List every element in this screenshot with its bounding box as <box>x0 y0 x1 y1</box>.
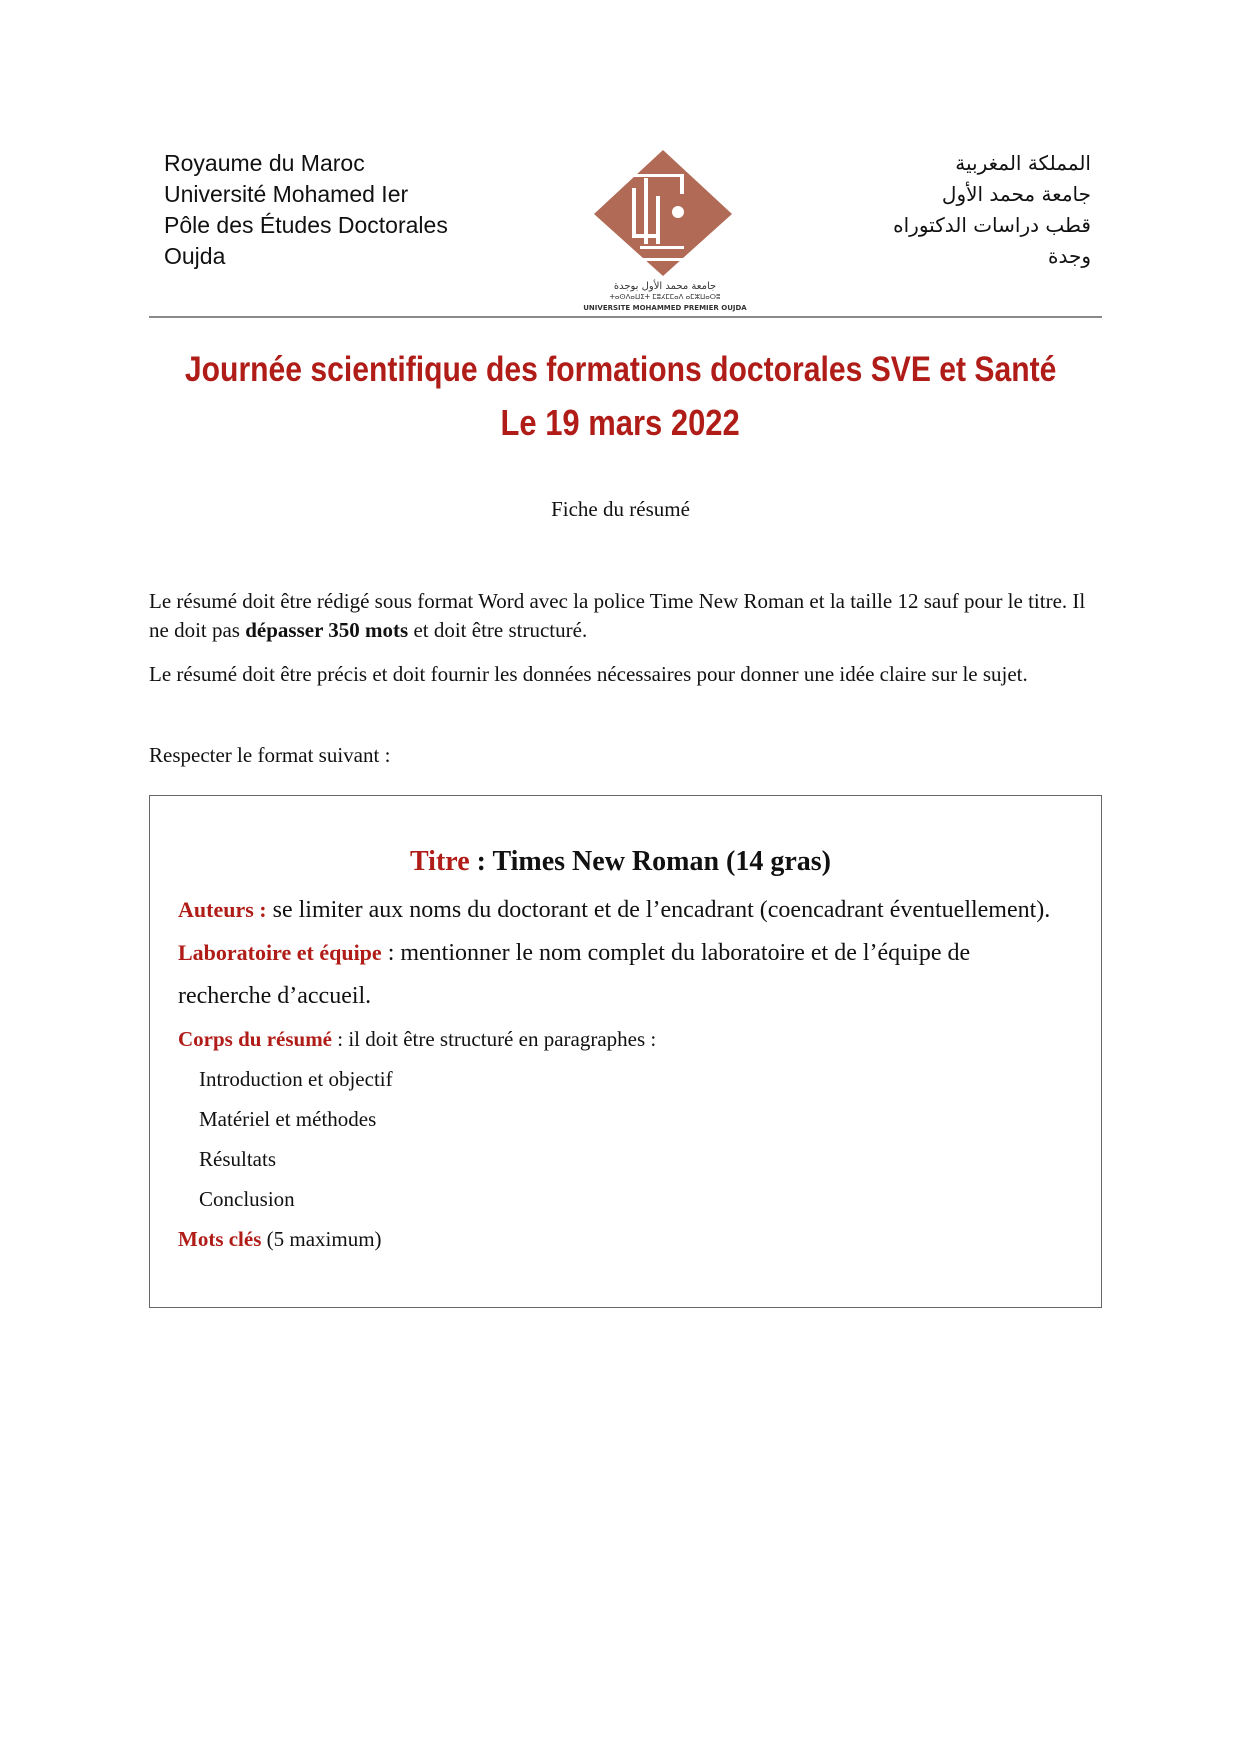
mots-text: (5 maximum) <box>261 1227 382 1251</box>
logo-tifinagh-text: ⵜⴰⵙⴷⴰⵡⵉⵜ ⵎⵓⵃⵎⵎⴰⴷ ⴰⵎⵣⵡⴰⵔⵓ <box>609 293 721 301</box>
event-title-line1: Journée scientifique des formations doctorales SVE et Santé <box>184 350 1057 389</box>
header-left-line: Royaume du Maroc <box>164 150 365 176</box>
header-right-line: قطب دراسات الدكتوراه <box>893 213 1091 237</box>
header-divider <box>149 316 1102 318</box>
corps-line <box>178 1027 656 1052</box>
mots-label: Mots clés <box>178 1227 262 1251</box>
labo-label: Laboratoire et équipe <box>178 940 382 965</box>
paragraph-3: Respecter le format suivant : <box>149 743 391 767</box>
paragraph-1 <box>149 587 1099 645</box>
logo-emblem-icon <box>580 148 750 276</box>
labo-line-2: recherche d’accueil. <box>178 983 372 1009</box>
corps-label: Corps du résumé <box>178 1027 333 1051</box>
mots-line <box>178 1227 382 1252</box>
event-date <box>0 402 1241 444</box>
box-title <box>0 846 1241 878</box>
logo-french-text: UNIVERSITE MOHAMMED PREMIER OUJDA <box>583 304 747 312</box>
p1-text: Le résumé doit être rédigé sous format Word avec la police Time New Roman et la taille 12 sauf pour le titre. Il ne doit pas <box>149 589 1086 642</box>
corps-text: : il doit être structuré en paragraphes : <box>332 1027 657 1051</box>
p1-bold: dépasser 350 mots <box>245 618 409 642</box>
event-date-text: Le 19 mars 2022 <box>500 402 741 443</box>
section-item: Résultats <box>199 1147 276 1171</box>
event-title <box>0 350 1241 390</box>
header-right-line: المملكة المغربية <box>955 151 1091 175</box>
labo-text: : mentionner le nom complet du laboratoire et de l’équipe de <box>381 940 971 966</box>
section-item: Introduction et objectif <box>199 1067 393 1091</box>
titre-label: Titre <box>410 846 470 877</box>
auteurs-line <box>178 897 1050 924</box>
header-left-line: Pôle des Études Doctorales <box>164 212 448 238</box>
section-item: Matériel et méthodes <box>199 1107 377 1131</box>
header-right <box>791 148 1091 272</box>
logo-arabic-text: جامعة محمد الأول بوجدة <box>613 281 717 292</box>
auteurs-label: Auteurs : <box>178 897 267 922</box>
university-logo <box>580 148 750 316</box>
paragraph-2: Le résumé doit être précis et doit fournir les données nécessaires pour donner une idée claire sur le sujet. <box>149 662 1028 686</box>
header-right-line: وجدة <box>1048 244 1091 268</box>
section-item: Conclusion <box>199 1187 295 1211</box>
p1-text-end: et doit être structuré. <box>408 618 588 642</box>
labo-line <box>178 940 970 967</box>
auteurs-text: se limiter aux noms du doctorant et de l’encadrant (coencadrant éventuellement). <box>266 897 1051 923</box>
header-right-line: جامعة محمد الأول <box>941 182 1091 206</box>
header-left-line: Oujda <box>164 243 226 269</box>
header-left-line: Université Mohamed Ier <box>164 181 409 207</box>
header-left <box>164 148 448 272</box>
titre-text: : Times New Roman (14 gras) <box>469 846 831 877</box>
subtitle: Fiche du résumé <box>551 497 690 521</box>
